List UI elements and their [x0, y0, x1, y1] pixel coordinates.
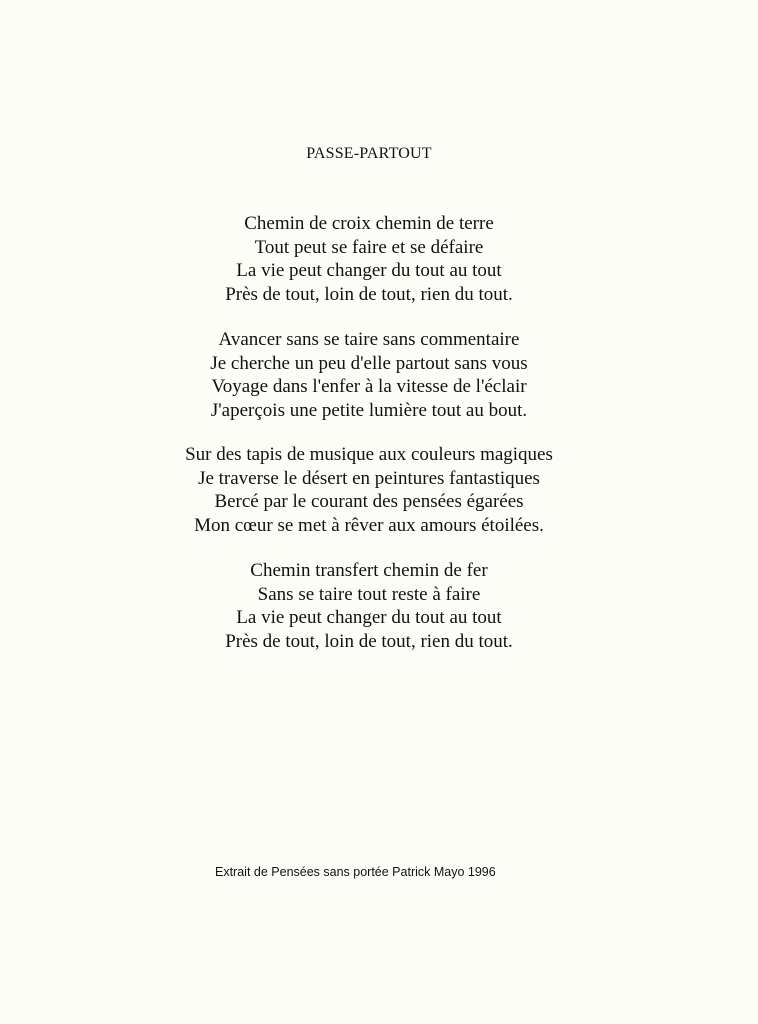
poem-line: Bercé par le courant des pensées égarées: [214, 491, 524, 512]
poem-line: Sans se taire tout reste à faire: [257, 583, 481, 605]
poem-line: J'aperçois une petite lumière tout au bout.: [210, 399, 528, 421]
stanza-1: [0, 212, 738, 306]
footer-credit: Extrait de Pensées sans portée Patrick Mayo 1996: [215, 865, 496, 879]
poem-title: PASSE-PARTOUT: [306, 145, 432, 162]
stanza-3: [0, 443, 738, 537]
poem-line: Près de tout, loin de tout, rien du tout.: [225, 283, 513, 305]
poem-line: Avancer sans se taire sans commentaire: [218, 329, 520, 350]
poem-line: Chemin de croix chemin de terre: [244, 213, 494, 234]
poem-line: Chemin transfert chemin de fer: [250, 560, 488, 581]
poem-line: Je cherche un peu d'elle partout sans vous: [210, 352, 528, 374]
stanza-4: [0, 559, 738, 653]
poem-line: Voyage dans l'enfer à la vitesse de l'éclair: [211, 376, 527, 397]
poem-line: La vie peut changer du tout au tout: [236, 607, 502, 628]
poem-line: Tout peut se faire et se défaire: [254, 236, 484, 258]
poem-line: La vie peut changer du tout au tout: [236, 260, 502, 281]
poem-line: Sur des tapis de musique aux couleurs magiques: [185, 444, 553, 465]
poem-line: Mon cœur se met à rêver aux amours étoilées.: [194, 514, 544, 536]
poem-line: Près de tout, loin de tout, rien du tout.: [225, 630, 513, 652]
poem-line: Je traverse le désert en peintures fantastiques: [198, 467, 540, 489]
stanza-2: [0, 328, 738, 422]
